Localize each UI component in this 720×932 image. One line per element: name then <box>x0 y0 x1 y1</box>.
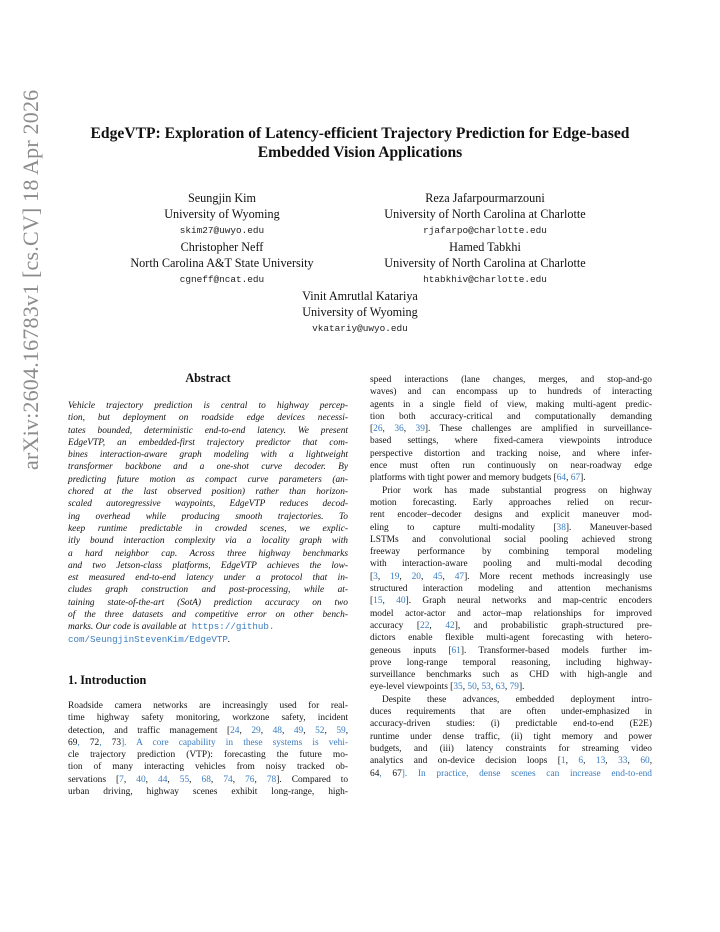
author-name: Seungjin Kim <box>187 191 257 205</box>
body-text-line: rent encoder–decoder designs and explicit maneuver mod- <box>370 510 652 521</box>
abstract-line: EdgeVTP, an embedded-first trajectory predictor that com- <box>68 437 348 448</box>
abstract-line: bines interaction-aware graph modeling with a lightweight <box>68 450 348 461</box>
author-name: Hamed Tabkhi <box>449 240 521 254</box>
body-text-line: freeway performance by combining temporal modeling <box>370 547 652 558</box>
intro-left-column <box>68 700 348 798</box>
citation-link[interactable]: 48 <box>272 725 282 736</box>
body-text-line: agents in a single field of view, making multi-agent predic- <box>370 399 652 410</box>
arxiv-id-text[interactable]: arXiv:2604.16783v1 [cs.CV] 18 Apr 2026 <box>18 89 43 470</box>
body-text-line: analytics and on-device decision loops [1, 6, 13, 33, 60, <box>370 756 653 767</box>
body-text-line: 69, 72, 73]. A core capability in these systems is vehi- <box>68 737 349 748</box>
arxiv-identifier[interactable] <box>18 90 44 470</box>
author-block <box>260 288 460 337</box>
citation-link[interactable]: 61 <box>451 645 461 656</box>
author-affiliation: University of Wyoming <box>302 305 418 319</box>
body-text-line: 64, 67]. In practice, dense scenes can increase end-to-end <box>370 768 652 779</box>
abstract-body <box>68 400 348 646</box>
code-link[interactable]: https://github. <box>186 621 275 633</box>
body-text-line: waves) and can encompass up to hundreds of interacting <box>370 387 652 398</box>
author-name: Reza Jafarpourmarzouni <box>425 191 545 205</box>
body-text-line: tion both accuracy-critical and computationally demanding <box>370 411 652 422</box>
author-email[interactable]: cgneff@ncat.edu <box>179 274 265 285</box>
citation-link[interactable]: ]. A core capability in these systems is vehi- <box>121 737 349 748</box>
author-affiliation: North Carolina A&T State University <box>130 256 314 270</box>
body-text-line: Roadside camera networks are increasingly used for real- <box>68 701 348 711</box>
citation-link[interactable]: 53 <box>481 682 491 693</box>
body-text-line: prove long-range temporal reasoning, including highway- <box>370 657 652 668</box>
abstract-line: Vehicle trajectory prediction is central to highway percep- <box>68 401 348 411</box>
body-text-line: tion of many interacting vehicles from noisy tracked ob- <box>68 762 348 773</box>
title-line-1: EdgeVTP: Exploration of Latency-efficient Trajectory Prediction for Edge-based <box>90 125 630 142</box>
body-text-line: based settings, where fixed-camera viewpoints introduce <box>370 436 652 447</box>
body-text-line: budgets, and (iii) latency constraints for streaming video <box>370 743 652 754</box>
body-text-line: detection, and traffic management [24, 29, 48, 49, 52, 59, <box>68 725 349 736</box>
citation-link[interactable]: 79 <box>509 682 519 693</box>
citation-link[interactable]: 44 <box>158 774 168 785</box>
body-text-line: eling to capture multi-modality [38]. Maneuver-based <box>370 522 652 533</box>
abstract-line: tion, but deployment on roadside edge devices necessi- <box>68 413 348 424</box>
abstract-line: transformer backbone and a one-shot curve decoder. By <box>68 462 348 473</box>
citation-link[interactable]: 64 <box>556 473 567 484</box>
body-text-line: model actor-actor and actor–map relationships for improved <box>370 608 652 619</box>
citation-link[interactable]: , <box>99 737 112 748</box>
citation-link[interactable]: 63 <box>495 682 505 693</box>
body-text-line: time highway safety monitoring, workzone safety, incident <box>68 713 348 724</box>
abstract-line: marks. Our code is available at https://github. <box>68 621 275 633</box>
body-text-line: urban driving, highway scenes exhibit long-range, high- <box>68 787 348 798</box>
body-text-line: surveillance benchmarks such as CHD with high-angle and <box>370 670 652 681</box>
body-text-line: speed interactions (lane changes, merges, and stop-and-go <box>370 375 652 385</box>
abstract-line: chored at the last observed position) rather than horizon- <box>68 487 348 498</box>
citation-link[interactable]: 47 <box>454 571 465 582</box>
author-email[interactable]: skim27@uwyo.edu <box>179 225 265 236</box>
author-block <box>360 239 610 288</box>
body-text-line: cle trajectory prediction (VTP): forecasting the future mo- <box>68 750 348 761</box>
citation-link[interactable]: 1 <box>560 756 566 767</box>
author-block <box>122 190 322 239</box>
author-email[interactable]: rjafarpo@charlotte.edu <box>423 225 547 236</box>
citation-link[interactable]: 29 <box>251 725 261 736</box>
citation-link[interactable]: 55 <box>179 774 190 785</box>
body-text-line: platforms with tight power and memory budgets [64, 67]. <box>370 473 586 484</box>
author-name: Christopher Neff <box>180 240 264 254</box>
citation-link[interactable]: 33 <box>618 756 628 767</box>
citation-link[interactable]: 19 <box>390 571 400 582</box>
author-affiliation: University of North Carolina at Charlotte <box>384 256 586 270</box>
citation-link[interactable]: 6 <box>578 756 584 767</box>
body-text-line: geneous inputs [61]. Transformer-based models further im- <box>370 645 652 656</box>
body-text-line: motion forecasting. Early approaches relied on recur- <box>370 497 652 508</box>
title-line-2: Embedded Vision Applications <box>257 144 463 161</box>
body-text-line: ence must often run continuously on near-roadway edge <box>370 461 652 472</box>
citation-link[interactable]: 52 <box>315 725 325 736</box>
abstract-line: and two Jetson-class platforms, EdgeVTP achieves the low- <box>68 560 348 571</box>
citation-link[interactable]: 67 <box>570 473 581 484</box>
citation-link[interactable]: 3 <box>373 571 378 582</box>
citation-link[interactable]: 15 <box>373 596 383 607</box>
citation-link[interactable]: 35 <box>453 682 463 693</box>
author-email[interactable]: vkatariy@uwyo.edu <box>312 323 408 334</box>
body-text-line: perspective distortion and tracking noise, and where infer- <box>370 448 652 459</box>
author-email[interactable]: htabkhiv@charlotte.edu <box>423 274 547 285</box>
citation-link[interactable]: 39 <box>415 424 425 435</box>
author-block <box>112 239 332 288</box>
abstract-line: est measured end-to-end latency under a protocol that in- <box>68 573 348 584</box>
abstract-line: com/SeungjinStevenKim/EdgeVTP. <box>68 633 231 645</box>
body-text-line: eye-level viewpoints [35, 50, 53, 63, 79]. <box>370 682 525 693</box>
code-link[interactable]: com/SeungjinStevenKim/EdgeVTP <box>68 633 228 645</box>
citation-link[interactable]: 20 <box>411 571 421 582</box>
citation-link[interactable]: 78 <box>266 774 277 785</box>
paper-title <box>60 124 660 162</box>
abstract-line: taining state-of-the-art (SotA) prediction accuracy on two <box>68 597 348 608</box>
body-text-line: [26, 36, 39]. These challenges are amplified in surveillance- <box>370 424 652 435</box>
abstract-line: a hard neighbor cap. Across three highway benchmarks <box>68 548 348 559</box>
body-text-line: LSTMs and convolutional social pooling achieved strong <box>370 534 652 545</box>
citation-link[interactable]: 45 <box>433 571 443 582</box>
abstract-line: predicting future motion as compact curve parameters (an- <box>68 474 348 485</box>
abstract-heading: Abstract <box>185 371 231 385</box>
abstract-line: tates bounded, deterministic end-to-end latency. We present <box>68 425 348 436</box>
abstract-line: of the three datasets and competitive error on other bench- <box>68 610 348 621</box>
citation-link[interactable]: 7 <box>119 774 124 785</box>
citation-link[interactable]: , <box>77 737 90 748</box>
author-affiliation: University of North Carolina at Charlotte <box>384 207 586 221</box>
body-text-line: with interaction-aware pooling and multi-modal decoding <box>370 559 652 570</box>
author-name: Vinit Amrutlal Katariya <box>302 289 418 303</box>
citation-link[interactable]: 68 <box>201 774 211 785</box>
section-heading-introduction: 1. Introduction <box>68 673 147 687</box>
citation-link[interactable]: , <box>379 768 393 779</box>
author-affiliation: University of Wyoming <box>164 207 280 221</box>
citation-link[interactable]: 24 <box>230 725 240 736</box>
abstract-line: ing overhead while producing smooth trajectories. To <box>68 511 348 522</box>
body-text-line: dictors enable flexible multi-agent forecasting with hetero- <box>370 633 652 644</box>
body-text-line: [15, 40]. Graph neural networks and map-centric encoders <box>370 596 652 607</box>
citation-link[interactable]: 59 <box>336 725 346 736</box>
citation-link[interactable]: 36 <box>394 424 404 435</box>
author-block <box>360 190 610 239</box>
citation-link[interactable]: 40 <box>396 596 406 607</box>
body-text-line: Prior work has made substantial progress on highway <box>382 485 652 496</box>
citation-link[interactable]: 26 <box>373 424 383 435</box>
citation-link[interactable]: 74 <box>223 774 233 785</box>
citation-link[interactable]: ]. In practice, dense scenes can increase end-to-end <box>401 768 652 779</box>
body-text-line: servations [7, 40, 44, 55, 68, 74, 76, 78]. Compared to <box>68 774 349 785</box>
citation-link[interactable]: 76 <box>245 774 255 785</box>
intro-right-column <box>370 374 652 780</box>
citation-link[interactable]: 13 <box>595 756 606 767</box>
citation-link[interactable]: 42 <box>445 620 455 631</box>
body-text-line: Despite these advances, embedded deployment intro- <box>382 694 652 705</box>
body-text-line: structured interaction modeling and attention mechanisms <box>370 584 652 595</box>
body-text-line: runtime under dense traffic, (ii) tight memory and power <box>370 731 652 742</box>
abstract-line: keep runtime predictable in crowded scenes, we explic- <box>68 523 348 534</box>
body-text-line: [3, 19, 20, 45, 47]. More recent methods increasingly use <box>370 571 653 582</box>
body-text-line: duces requirements that are often under-emphasized in <box>370 707 652 718</box>
citation-link[interactable]: 40 <box>136 774 146 785</box>
citation-link[interactable]: 49 <box>293 725 304 736</box>
citation-link[interactable]: 50 <box>467 682 477 693</box>
body-text-line: accuracy [22, 42], and probabilistic graph-structured pre- <box>370 620 652 631</box>
abstract-line: cludes graph construction and post-processing, while at- <box>68 585 348 596</box>
citation-link[interactable]: 60 <box>640 756 650 767</box>
abstract-line: scaled autoregressive waypoints, EdgeVTP reduces decod- <box>68 499 348 510</box>
abstract-line: itly bound interaction complexity via a locality graph with <box>68 536 348 547</box>
citation-link[interactable]: 38 <box>556 522 566 533</box>
citation-link[interactable]: 22 <box>420 620 430 631</box>
body-text-line: accuracy-driven studies: (i) predictable end-to-end (E2E) <box>370 719 652 730</box>
